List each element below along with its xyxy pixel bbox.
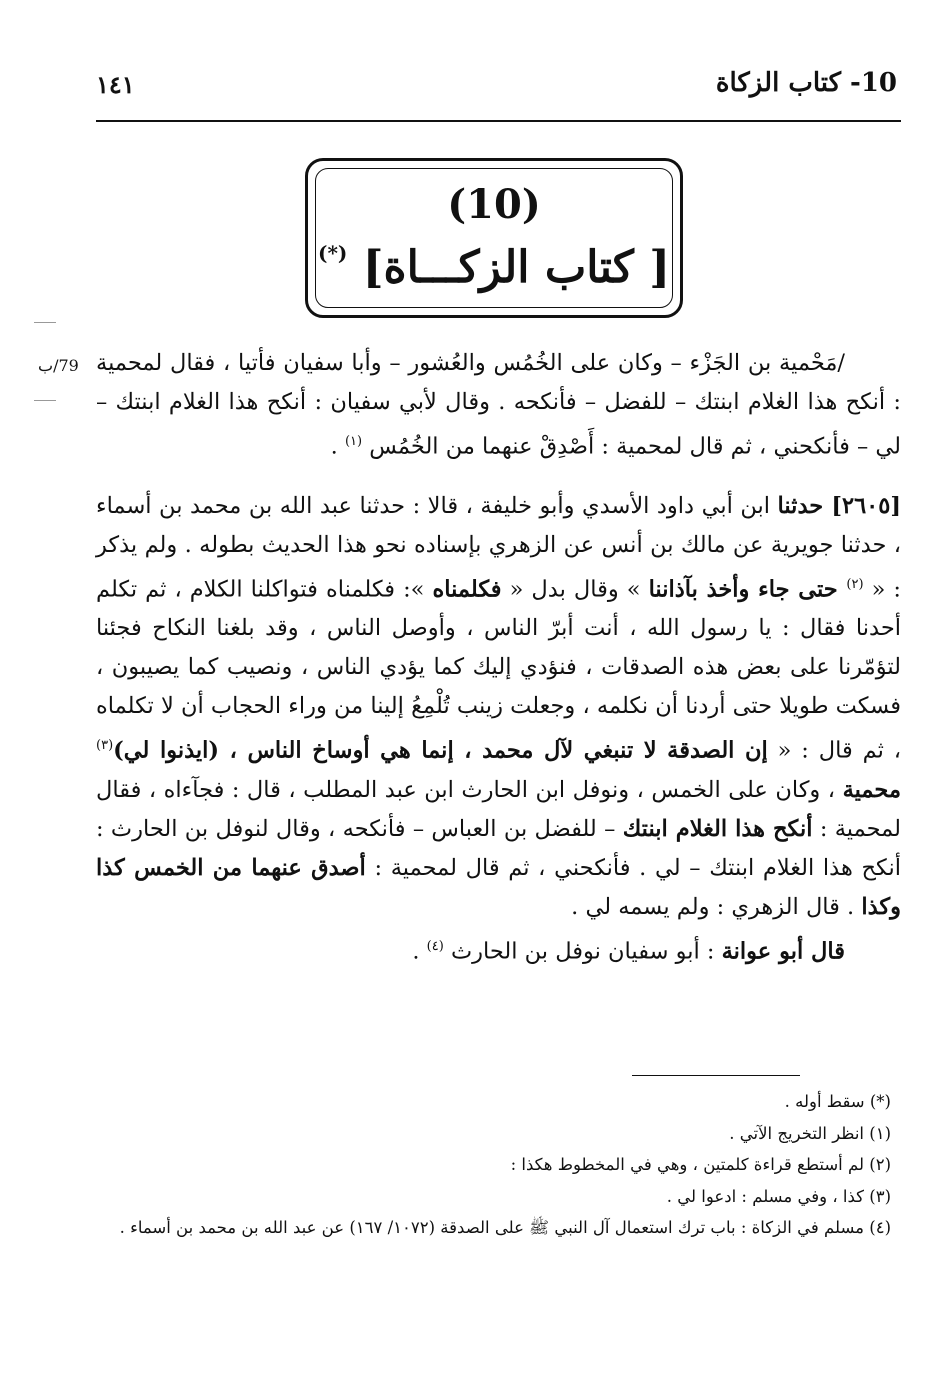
footnotes xyxy=(96,1086,891,1244)
header-rule xyxy=(96,120,901,122)
paragraph-text: /مَحْمية بن الجَزْء – وكان على الخُمُس والعُشور – وأبا سفيان فأتيا ، فقال لمحمية : أنكح هذا الغلام ابنتك – للفضل – فأنكحه . وقال لأبي سفيان : أنكح هذا الغلام ابنتك – لي – فأنكحني ، ثم قال لمحمية : أَصْدِقْ عنهما من الخُمُس xyxy=(96,350,901,460)
footnote-ref: (٣) xyxy=(96,738,114,753)
chapter-title-marker: (*) xyxy=(317,241,348,265)
main-text xyxy=(96,344,901,971)
narrator-lead: قال أبو عوانة xyxy=(721,938,845,964)
hadith-number-lead: [٢٦٠٥] حدثنا xyxy=(777,492,901,519)
paragraph-text: . xyxy=(412,938,427,964)
paragraph xyxy=(96,927,901,972)
footnote: (١) انظر التخريج الآتي . xyxy=(729,1123,891,1143)
page-number: ١٤١ xyxy=(96,70,135,99)
bold-phrase: محمية xyxy=(842,776,901,803)
paragraph-text: ، وكان على الخمس ، ونوفل ابن الحارث ابن عبد المطلب ، قال : فجآءاه ، فقال لمحمية : xyxy=(96,776,901,842)
chapter-number: (10) xyxy=(447,181,541,228)
paragraph-text: – للفضل بن العباس – فأنكحه ، وقال لنوفل بن الحارث : أنكح هذا الغلام ابنتك – لي . فأنكحني ، ثم قال لمحمية : xyxy=(96,815,901,881)
bold-phrase: إن الصدقة لا تنبغي لآل محمد ، إنما هي أوساخ الناس ، (ايذنوا لي) xyxy=(113,737,768,764)
paragraph-text: ابن أبي داود الأسدي وأبو خليفة ، قالا : حدثنا عبد الله بن محمد بن أسماء ، حدثنا جويرية عن مالك بن أنس عن الزهري بإسناده نحو هذا الحديث بطوله . ولم يذكر : « xyxy=(96,492,901,602)
chapter-title-text: [ كتاب الزكـــاة] xyxy=(362,242,671,293)
chapter-title-box xyxy=(305,158,683,318)
footnote-ref: (١) xyxy=(344,434,363,449)
margin-divider xyxy=(34,322,56,323)
footnote: (٢) لم أستطع قراءة كلمتين ، وهي في المخطوط هكذا : xyxy=(510,1155,891,1174)
paragraph-text: »: فكلمناه فتواكلنا الكلام ، ثم تكلم أحدنا فقال : يا رسول الله ، أنت أبرّ الناس ، وأوصل الناس ، وقد بلغنا النكاح فجئنا لتؤمّرنا على بعض هذه الصدقات ، فنؤدي إليك كما يؤدي الناس ، ونصيب كما يصيبون ، فسكت طويلا حتى أردنا أن نكلمه ، وجعلت زينب تُلْمِعُ إلينا من وراء الحجاب أن لا تكلماه ، ثم قال : « xyxy=(96,576,901,764)
footnote: (٤) مسلم في الزكاة : باب ترك استعمال آل النبي ﷺ على الصدقة (١٠٧٢/ ١٦٧) عن عبد الله بن محمد بن أسماء . xyxy=(119,1218,891,1237)
running-header-title: 10- كتاب الزكاة xyxy=(715,68,897,98)
bold-phrase: أصدق عنهما من الخمس كذا وكذا xyxy=(96,854,901,920)
paragraph-text: . قال الزهري : ولم يسمه لي . xyxy=(571,893,862,920)
bold-phrase: أنكح هذا الغلام ابنتك xyxy=(622,815,813,842)
paragraph-text: . xyxy=(330,433,345,460)
footnote-rule xyxy=(632,1075,800,1076)
paragraph-text: : أبو سفيان نوفل بن الحارث xyxy=(443,938,722,964)
manuscript-folio-note: 79/ب xyxy=(38,356,79,375)
bold-phrase: حتى جاء وأخذ بآذاننا xyxy=(648,576,847,602)
footnote-ref: (٢) xyxy=(846,576,864,592)
footnote-ref: (٤) xyxy=(426,938,444,954)
footnote: (*) سقط أوله . xyxy=(784,1092,891,1111)
margin-divider xyxy=(34,400,56,401)
paragraph xyxy=(96,344,901,467)
bold-phrase: فكلمناه xyxy=(432,576,502,602)
chapter-title xyxy=(308,241,680,293)
footnote: (٣) كذا ، وفي مسلم : ادعوا لي . xyxy=(666,1186,891,1206)
paragraph-text: » وقال بدل « xyxy=(501,576,649,602)
hadith-paragraph xyxy=(96,487,901,927)
